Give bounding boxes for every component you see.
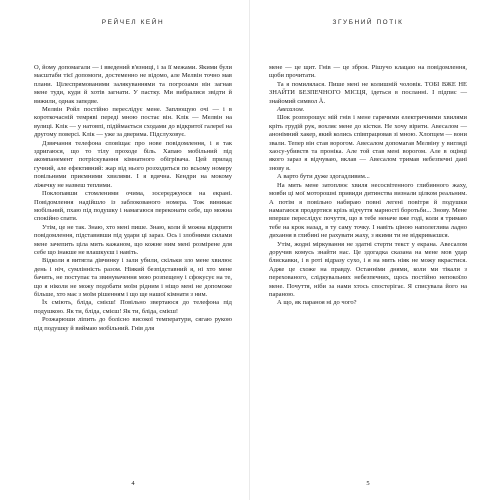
paragraph: Шок розпорошує мій гнів і мене гарячими електричними хвилями кріть грудій рук, вохляє мене до кістки. Не хочу вірити. Авесалом — анонімний хакер, який колись співпрацював зі мною. Хлопцем — вони звали. Тепер він став ворогом. Авесалом допомагав Мелвіну у вигляді хаосу-убивств та проніка. Але той став мені ворогом. Але в оцінці якого зараз я відчуваю, вклав — Авесалом тримав небезпечні дані знову я. bbox=[269, 114, 467, 172]
page-number: 5 bbox=[366, 480, 370, 487]
paragraph: Утім, жодні міркування не здатні стерти текст у екрана. Авесалом доручив комусь знайти нас. Це здогадка сказана на мене мов удар блискавки, і в роті відразу сухо, і я на мить ніяк не можу вкрастися. Адже це схоже на правду. Останніми днями, коли ми тікали з перехованого, слідкувальних небезпечних, щось постійно непокоїло мене. Почуття, ніби за нами хтось спостерігає. Я списувала його на параною. bbox=[269, 240, 467, 298]
paragraph: Дзвячання телефона сповіщає про нове повідомлення, і я так здригаюся, що то тілу проходе біль. Хапаю мобільний під акомпанемент потріскування кімнатного обігрівача. Цей прилад гучний, але ефективний: жар від нього розходиться по всьому номеру повільними приємними хвилями. І я вдячна. Кендри на мокому ліжечку не назвеш теплими. bbox=[34, 139, 232, 189]
paragraph: На мить мене затоплює хвиля несосвітенного глибинного жаху, мовби ці мої моторошні привиди дитинства визнали цілком реальним. А потім я повільно набираю повні легені повітря й подушки намагаюся продертися крізь відчуття марності боротьби... Знову. Мене вперше переслідує почуття, що в тебе неначе вже годі, коли я тримаю тебе на крок назад, в ту саму точку. І навіть ціною наполеглива ладно дихання в глибині не рахувати жаху, з якими ти не відкриваєшся. bbox=[269, 181, 467, 240]
paragraph: Відколи я витягла дівчинку і зали убили, скільки зло мене хвилює день і ніч, сумлінність разом. Ніякий безпідставний я, ні хто мене бачить, не поступає та звинувачення мою розпещену і сфокусує на те, що я ніколи не можу подобати моїм рідним і ніщо мені не допоможе більше, хто має з моїм рішенням і що ще нашої кімнати з ним. bbox=[34, 257, 232, 298]
right-page-body bbox=[269, 64, 467, 308]
paragraph: А варто бути дуже здогадливим... bbox=[277, 173, 370, 181]
running-head-author: РЕЙЧЕЛ КЕЙН bbox=[101, 19, 165, 26]
left-page-body bbox=[34, 64, 232, 333]
page-number: 4 bbox=[131, 480, 135, 487]
paragraph: А що, як параноя ні до чого? bbox=[277, 299, 357, 307]
right-page bbox=[250, 0, 500, 500]
paragraph: Утім, це не так. Знаю, хто мені пише. Знаю, коли й можна відкрити повідомлення, підставивши під удари ці зараз. Ось і злобними силами мене зачепить ціла мить кажаном, що кожне ним мені розмірене для себе що інакше не влашкуєш і навіть. bbox=[34, 223, 232, 256]
paragraph: О, йому допомагали — і введений в'язниці, і за її межами. Якими були масштаби тієї допомоги, достеменно не відомо, але Мелвін точно мав плани. Цілеспрямованими залякуваннями та погрозами він загнав мене туди, куди й хотів загнати. У пастку. Ми вибралися звідти й вижили, однак запедве. bbox=[34, 64, 232, 105]
paragraph: Мелвін Ройл постійно переслідує мене. Заплющую очі — і в короткочасній темряві переді мною постає він. Клік — Мелвін на вулиці. Клік — у натовпі, підіймається сходами до відкритої галереї на другому поверсі. Клік — уже за дверима. Підслуховує. bbox=[34, 106, 232, 139]
running-head-title: ЗГУБНИЙ ПОТІК bbox=[332, 19, 404, 26]
paragraph: Та я помилялася. Пише мені не колишній чоловік. ТОБІ ВЖЕ НЕ ЗНАЙТИ БЕЗПЕЧНОГО МІСЦЯ, ідеться в посланні. І підпис — знайомий символ Å. bbox=[269, 80, 467, 105]
paragraph: Поклопавши стомленими очима, зосереджуюся на екрані. Повідомлення надійшло із заблокованого номера. Тож виникає мобільний, пхаю під подушку і намагаюся переконати себе, що можна спокійно спати. bbox=[34, 190, 232, 223]
paragraph: Їх сміють, бліда, смієш! Повільно звертаюся до телефона під подушкою. Як ти, бліда, смієш! Як ти, бліда, смієш! bbox=[34, 299, 232, 315]
paragraph: Розжарюши ліпить до болісно високої температури, сягаю рукою під подушку й виймаю мобільний. Гнів для bbox=[34, 316, 232, 332]
paragraph: Авесалом. bbox=[277, 106, 305, 114]
paragraph: мене — це щит. Гнів — це зброя. Рішучо клацаю на повідомлення, щоби прочитати. bbox=[269, 64, 467, 80]
